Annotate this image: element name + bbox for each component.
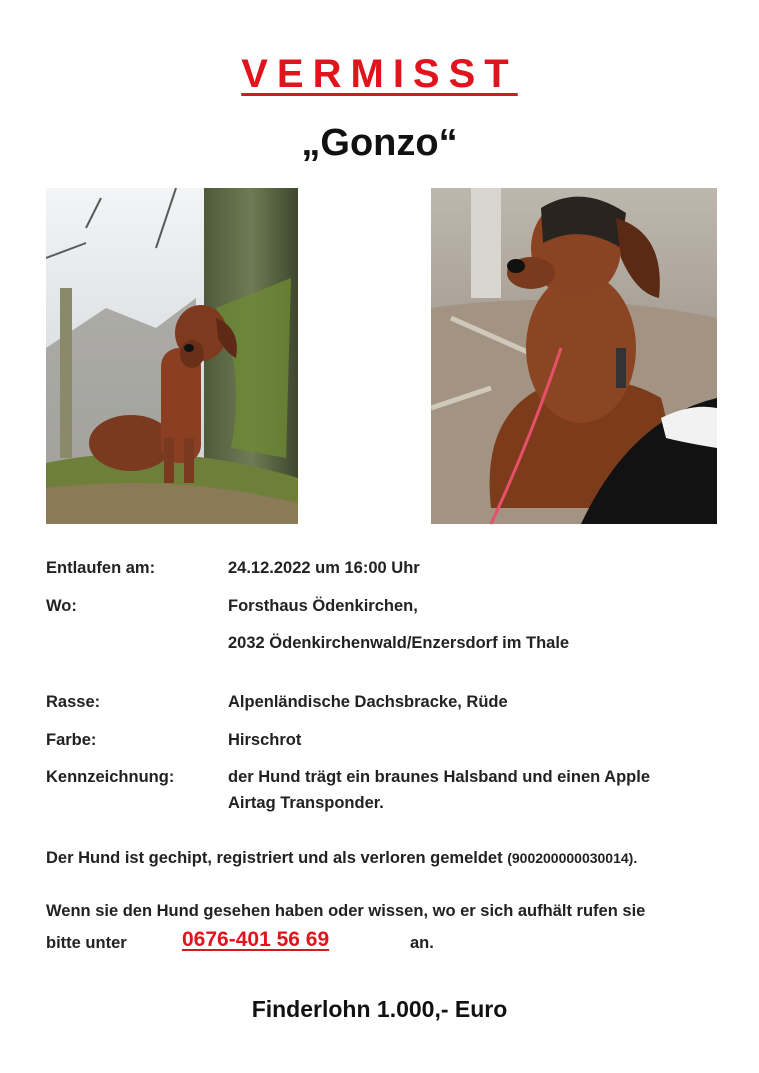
- where-label: Wo:: [46, 597, 77, 615]
- color-label: Farbe:: [46, 731, 97, 749]
- dog-photo-left: [46, 188, 298, 524]
- phone-number[interactable]: 0676-401 56 69: [182, 928, 330, 951]
- marking-value: der Hund trägt ein braunes Halsband und einen Apple Airtag Transponder.: [228, 768, 651, 812]
- color-value: Hirschrot: [228, 731, 302, 749]
- page-title: [0, 52, 759, 97]
- dog-name: „Gonzo“: [301, 122, 458, 164]
- chip-number: (900200000030014).: [507, 850, 638, 866]
- reward-text: Finderlohn 1.000,- Euro: [251, 996, 508, 1022]
- contact-suffix: an.: [410, 934, 434, 952]
- where-line2: 2032 Ödenkirchenwald/Enzersdorf im Thale: [228, 634, 570, 652]
- where-line1: Forsthaus Ödenkirchen,: [228, 597, 418, 615]
- marking-label: Kennzeichnung:: [46, 768, 175, 786]
- lost-value: 24.12.2022 um 16:00 Uhr: [228, 559, 420, 577]
- contact-prefix: bitte unter: [46, 934, 127, 952]
- title-text: VERMISST: [241, 52, 518, 96]
- lost-label: Entlaufen am:: [46, 559, 156, 577]
- contact-line1: Wenn sie den Hund gesehen haben oder wissen, wo er sich aufhält rufen sie: [46, 902, 646, 920]
- chip-info: [46, 845, 716, 871]
- breed-value: Alpenländische Dachsbracke, Rüde: [228, 693, 508, 711]
- chip-text: Der Hund ist gechipt, registriert und als verloren gemeldet: [46, 849, 503, 867]
- breed-label: Rasse:: [46, 693, 101, 711]
- dog-photo-right: [431, 188, 717, 524]
